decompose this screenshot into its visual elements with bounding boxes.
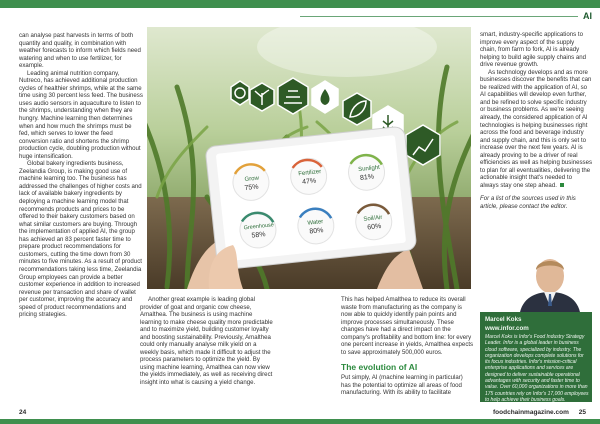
col1-paragraph: Global bakery ingredients business, Zeelandia Group, is making good use of machine learning too. The business has addressed the challenges of higher costs and lack of available bakery ingredients by deploying a machine learning model that recommends products and prices to be offered to their bakery customers based on what similar customers are buying. Through the implementation of applied AI, the group has achieved an 83 percent faster time to prepare product recommendations for customers, cutting the time down from 30 minutes to five minutes. As a result of product recommendations taking less time, Zeelandia Group employees can provide a better customer experience in addition to increased revenue per transaction and share of wallet per customer, improving the accuracy and speed of product recommendations and pricing strategies. xyxy=(19,160,142,319)
col4-paragraph: smart, industry-specific applications to improve every aspect of the supply chain, from farm to fork, AI is already helping to build agile supply chains and drive revenue growth. xyxy=(480,31,587,69)
author-bio: Marcel Koks is Infor's Food Industry Strategy Leader. Infor is a global leader in business cloud software, specialized by industry. The organization develops complete solutions for its focus industries. Infor's mission-critical enterprise applications and services are designed to deliver sustainable operational advantages with security and faster time to value. Over 60,000 organizations in more than 175 countries rely on Infor's 17,000 employees to help achieve their business goals. xyxy=(485,334,589,403)
page-number-left: 24 xyxy=(19,409,27,416)
water-drop-icon xyxy=(312,81,338,113)
top-color-bar xyxy=(0,0,600,8)
tile-value: 60% xyxy=(366,223,382,232)
col1-paragraph: Leading animal nutrition company, Nutreco, has achieved additional production cycles of healthier shrimps, while at the same time using 30 percent less feed. The business uses audio sensors in aquaculture to listen to the shrimps, understanding when they are hungry. Machine learning then determines when and how much the shrimps must be fed, which serves to lower the feed conversion ratio and shortens the shrimp production cycle, doubling production without huge intensification. xyxy=(19,69,143,160)
subheading: The evolution of AI xyxy=(341,362,418,373)
author-photo xyxy=(480,246,592,312)
sprout-icon xyxy=(250,83,274,111)
bottom-color-bar xyxy=(0,419,600,424)
section-label: AI xyxy=(583,11,592,21)
tile-name: Grow xyxy=(244,175,260,184)
article-column-2 xyxy=(140,296,273,387)
article-column-4 xyxy=(480,31,592,211)
col2-paragraph: Another great example is leading global provider of goat and organic cow cheese, Amalthea. The business is using machine learning to make cheese quality more predictable and to maximize yield, building customer loyalty and boosting sustainability. Previously, Amalthea could only manually analyse milk yield on a weekly basis, which made it difficult to adjust the process parameters to optimize the yield. By using machine learning, Amalthea can now view the yields immediately, as well as receiving direct insight into what is causing a yield change. xyxy=(140,296,273,387)
author-portrait xyxy=(480,246,592,312)
tile-value: 81% xyxy=(359,173,375,182)
author-name: Marcel Koks xyxy=(485,316,522,323)
col4-paragraph-text: As technology develops and as more businesses discover the benefits that can be realized with the application of AI, so AI capabilities will develop even further, and be refined to solve specific industry or business problems. As we're seeing already, the considered application of AI technologies is helping businesses right across the food and beverage industry and supply chain, and this is only set to increase over the next few years. AI is already proving to be a driver of real efficiencies as well as helping businesses to plan for all eventualities, delivering the actionable insight that's needed to always stay one step ahead. xyxy=(480,68,593,189)
tractor-icon xyxy=(231,81,249,105)
col4-paragraph xyxy=(480,69,592,190)
tile-name: Water xyxy=(307,219,324,227)
tile-value: 58% xyxy=(251,231,266,240)
page-number-right: 25 xyxy=(578,409,586,416)
section-rule xyxy=(300,16,578,17)
col1-paragraph: can analyse past harvests in terms of both quantity and quality, in combination with weather forecasts to inform which fields need watering and when to use fertilizer, for example. xyxy=(19,32,141,70)
end-mark-icon xyxy=(560,183,564,187)
hero-photo xyxy=(147,27,471,289)
hero-photo-illustration xyxy=(147,27,471,289)
article-column-1 xyxy=(19,32,143,319)
author-url[interactable]: www.infor.com xyxy=(485,325,529,332)
site-url[interactable]: foodchainmagazine.com xyxy=(493,409,569,416)
tile-value: 80% xyxy=(309,227,324,236)
tile-name: Fertilizer xyxy=(298,169,322,178)
tile-value: 47% xyxy=(301,177,317,187)
tile-value: 75% xyxy=(244,183,259,193)
tile-name: Soil/Air xyxy=(363,214,383,223)
tile-name: Greenhouse xyxy=(243,222,275,232)
col3-paragraph-2: Put simply, AI (machine learning in particular) has the potential to optimize all areas of food manufacturing. With its ability to facilitate xyxy=(341,374,463,397)
tile-name: Sunlight xyxy=(357,164,381,174)
author-text xyxy=(485,316,589,403)
leaf-icon xyxy=(343,93,371,125)
article-column-3 xyxy=(341,296,474,397)
source-note: For a list of the sources used in this article, please contact the editor. xyxy=(480,195,576,211)
col3-paragraph: This has helped Amalthea to reduce its overall waste from manufacturing as the company is now able to quickly identify pain points and improve processes simultaneously. These changes have had a direct impact on the company's profitability and bottom line: for every one percent increase in yields, Amalthea expects to save approximately 500,000 euros. xyxy=(341,296,474,356)
